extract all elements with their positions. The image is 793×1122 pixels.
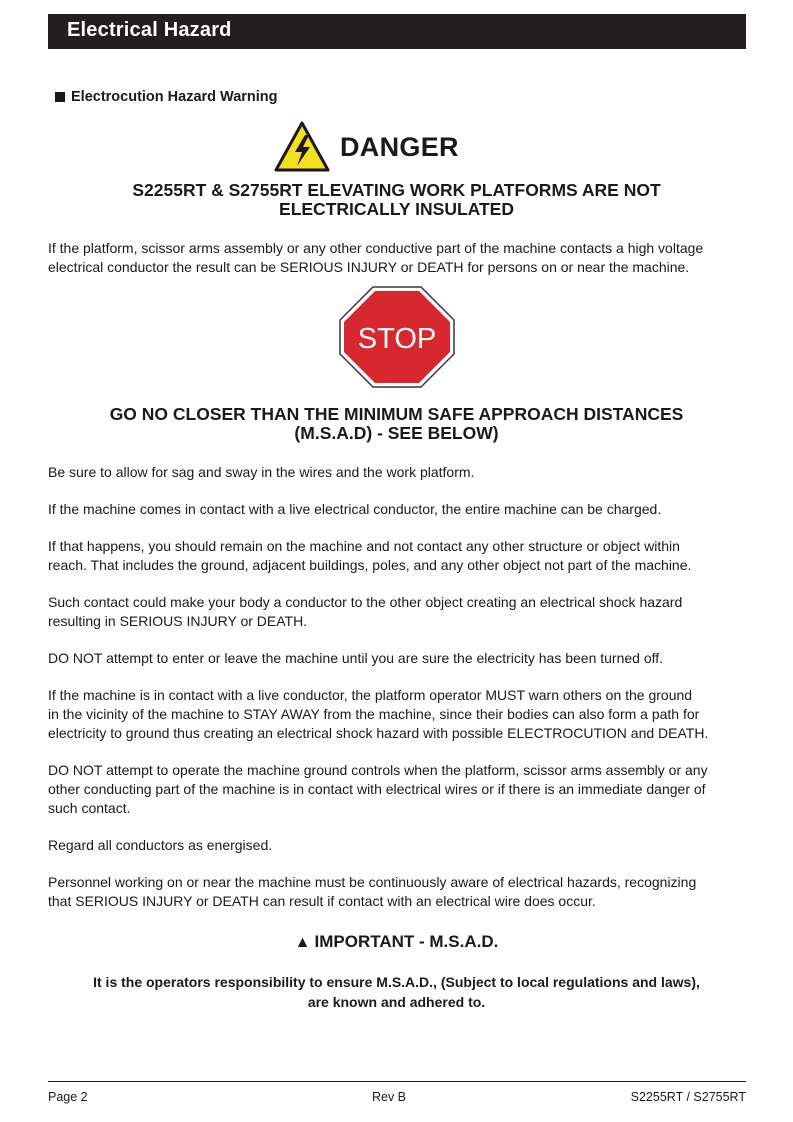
text-line: Be sure to allow for sag and sway in the wires and the work platform.	[48, 464, 475, 480]
paragraph	[48, 463, 748, 482]
footer-divider	[48, 1081, 746, 1082]
text-line: Personnel working on or near the machine must be continuously aware of electrical hazards, recognizing	[48, 874, 697, 890]
note-line: are known and adhered to.	[307, 994, 486, 1010]
paragraph	[48, 873, 748, 911]
text-line: Regard all conductors as energised.	[48, 837, 273, 853]
paragraph	[48, 500, 748, 519]
electrical-hazard-triangle-icon	[274, 121, 330, 173]
text-line: Such contact could make your body a conductor to the other object creating an electrical shock hazard	[48, 594, 683, 610]
stop-sign-icon	[339, 286, 455, 388]
text-line: other conducting part of the machine is in contact with electrical wires or if there is an immediate danger of	[48, 780, 706, 797]
text-line: If the machine comes in contact with a live electrical conductor, the entire machine can be charged.	[48, 501, 662, 517]
text-line: DO NOT attempt to operate the machine ground controls when the platform, scissor arms assembly or any	[48, 762, 708, 778]
text-line: in the vicinity of the machine to STAY AWAY from the machine, since their bodies can also form a path for	[48, 705, 700, 722]
text-line: electrical conductor the result can be SERIOUS INJURY or DEATH for persons on or near the machine.	[48, 258, 690, 275]
paragraph	[48, 686, 748, 742]
page-title: Electrical Hazard	[67, 19, 232, 41]
text-line: reach. That includes the ground, adjacent buildings, poles, and any other object not part of the machine.	[48, 556, 692, 573]
danger-title	[274, 120, 459, 174]
text-line: electricity to ground thus creating an electrical shock hazard with possible ELECTROCUTION and DEATH.	[48, 724, 709, 741]
bullet-square-icon	[55, 92, 65, 102]
paragraph	[48, 761, 748, 817]
danger-headline	[40, 181, 753, 219]
paragraph	[48, 649, 748, 668]
paragraph	[48, 836, 748, 855]
text-line: If the platform, scissor arms assembly or any other conductive part of the machine contacts a high voltage	[48, 240, 704, 256]
footer-revision: Rev B	[371, 1090, 407, 1104]
text-line: such contact.	[48, 799, 131, 816]
text-line: If that happens, you should remain on the machine and not contact any other structure or object within	[48, 538, 680, 554]
msad-headline-line: GO NO CLOSER THAN THE MINIMUM SAFE APPROACH DISTANCES	[109, 404, 684, 424]
danger-headline-line: S2255RT & S2755RT ELEVATING WORK PLATFORMS ARE NOT	[132, 180, 661, 200]
important-title: IMPORTANT - M.S.A.D.	[314, 932, 499, 951]
page-header-bar	[48, 14, 746, 49]
text-line: DO NOT attempt to enter or leave the machine until you are sure the electricity has been turned off.	[48, 650, 664, 666]
danger-headline-line: ELECTRICALLY INSULATED	[279, 199, 514, 219]
note-line: It is the operators responsibility to ensure M.S.A.D., (Subject to local regulations and laws),	[93, 974, 700, 990]
section-heading-text: Electrocution Hazard Warning	[71, 89, 278, 105]
operator-responsibility-note	[40, 972, 753, 1012]
paragraph	[48, 593, 748, 631]
warning-triangle-icon: ▲	[294, 934, 311, 951]
danger-word: DANGER	[340, 131, 459, 162]
msad-headline	[40, 405, 753, 443]
footer-model-numbers: S2255RT / S2755RT	[630, 1090, 746, 1104]
stop-sign-text: STOP	[357, 323, 437, 355]
footer-page-number: Page 2	[48, 1090, 88, 1104]
danger-description	[48, 239, 748, 277]
msad-headline-line: (M.S.A.D) - SEE BELOW)	[294, 423, 499, 443]
section-heading	[55, 89, 278, 105]
text-line: If the machine is in contact with a live conductor, the platform operator MUST warn others on the ground	[48, 687, 693, 703]
important-heading	[0, 932, 793, 952]
text-line: that SERIOUS INJURY or DEATH can result if contact with an electrical wire does occur.	[48, 892, 596, 909]
paragraph	[48, 537, 748, 575]
text-line: resulting in SERIOUS INJURY or DEATH.	[48, 612, 308, 629]
